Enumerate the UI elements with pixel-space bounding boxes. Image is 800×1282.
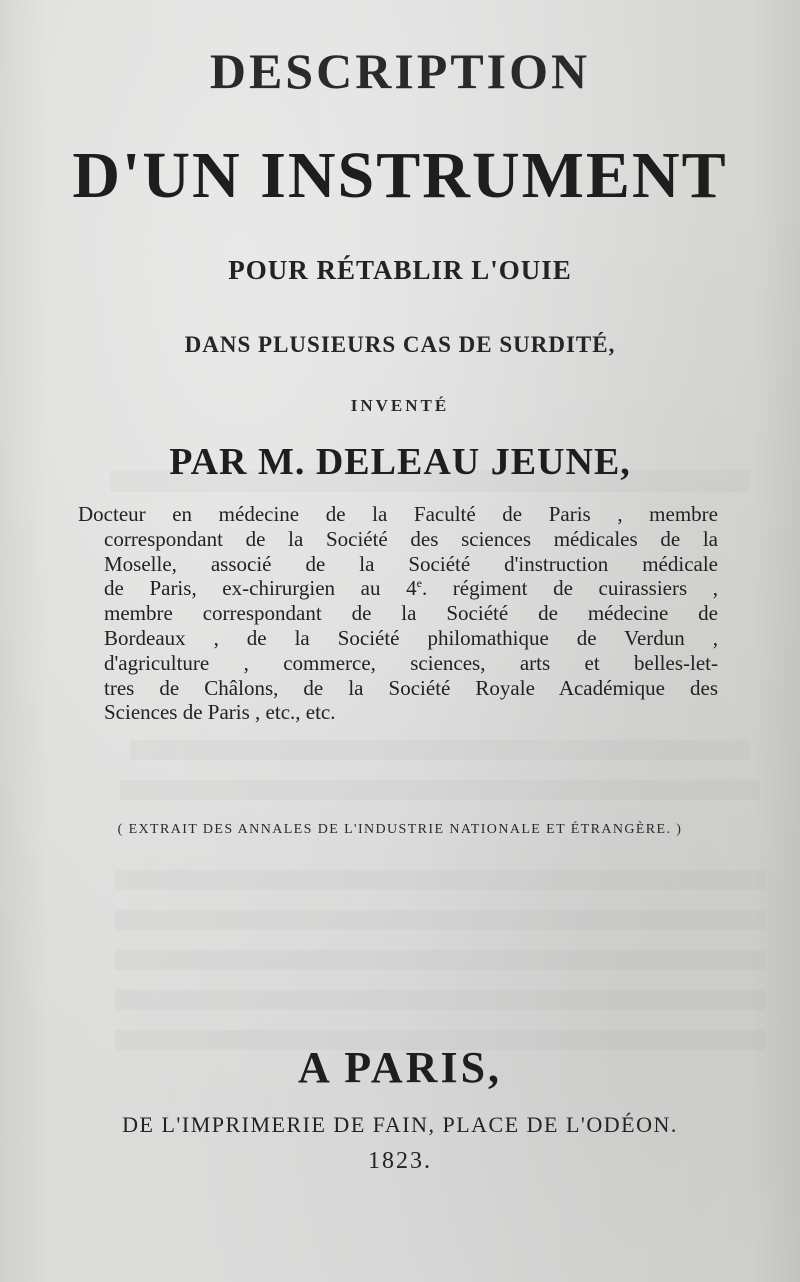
imprint-city: A PARIS, (297, 1043, 503, 1092)
credentials-line: d'agriculture , commerce, sciences, arts et belles-let- (104, 650, 718, 675)
ordinal-suffix: e (416, 576, 422, 591)
show-through-ghost (130, 740, 750, 760)
show-through-ghost (115, 990, 765, 1010)
credentials-line: tres de Châlons, de la Société Royale Académique des (104, 675, 718, 700)
credentials-line: Docteur en médecine de la Faculté de Paris , membre (78, 502, 718, 526)
title-instrument: D'UN INSTRUMENT (72, 139, 728, 212)
title-invented: INVENTÉ (350, 396, 450, 415)
show-through-ghost (120, 780, 760, 800)
author-name: PAR M. DELEAU JEUNE, (169, 441, 631, 483)
credentials-line-part: de Paris, ex-chirurgien au 4 (104, 576, 417, 601)
imprint-year: 1823. (368, 1148, 432, 1174)
author-credentials (78, 502, 718, 725)
title-description: DESCRIPTION (209, 43, 591, 99)
credentials-line: Moselle, associé de la Société d'instruction médicale (104, 551, 718, 576)
credentials-line-part: . régiment de cuirassiers , (421, 576, 718, 601)
credentials-line: membre correspondant de la Société de médecine de (104, 601, 718, 626)
credentials-line: Bordeaux , de la Société philomathique de Verdun , (104, 625, 718, 650)
show-through-ghost (115, 870, 765, 890)
extract-note: ( EXTRAIT DES ANNALES DE L'INDUSTRIE NATIONALE ET ÉTRANGÈRE. ) (117, 822, 683, 837)
credentials-line: correspondant de la Société des sciences médicales de la (104, 526, 718, 551)
show-through-ghost (115, 910, 765, 930)
title-purpose: POUR RÉTABLIR L'OUIE (228, 255, 572, 285)
credentials-line: Sciences de Paris , etc., etc. (104, 700, 336, 725)
imprint-printer: DE L'IMPRIMERIE DE FAIN, PLACE DE L'ODÉON. (122, 1112, 678, 1137)
title-cases: DANS PLUSIEURS CAS DE SURDITÉ, (184, 332, 616, 357)
show-through-ghost (115, 950, 765, 970)
credentials-line (78, 576, 718, 601)
